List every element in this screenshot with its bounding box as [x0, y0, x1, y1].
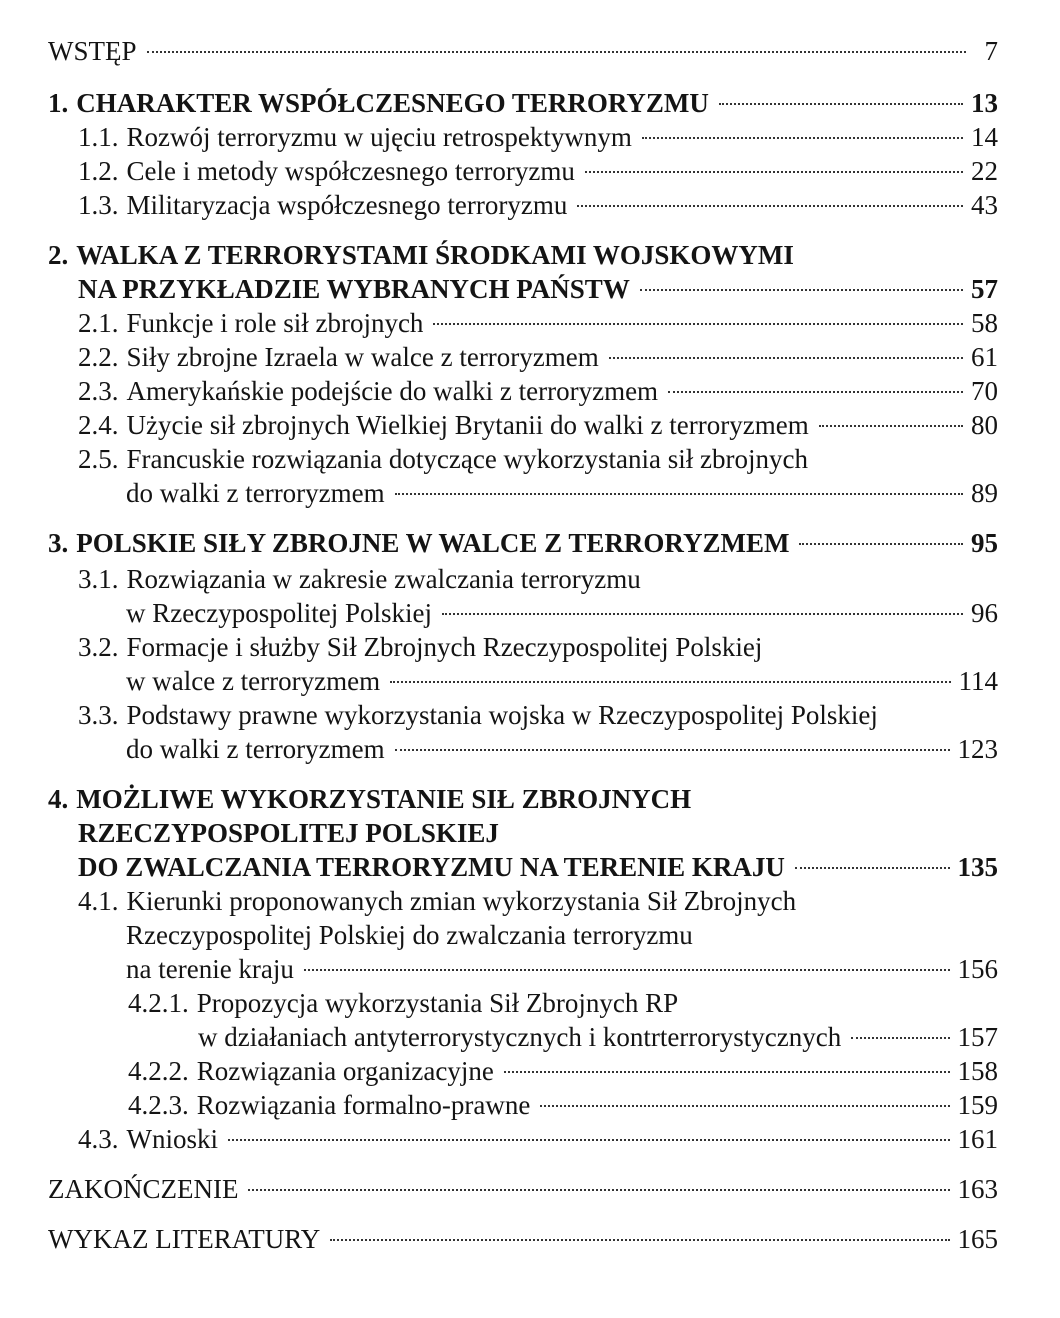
toc-entry-zakonczenie[interactable] [48, 1172, 998, 1206]
dot-leader [819, 425, 963, 427]
entry-label-continued: do walki z terroryzmem [126, 734, 385, 764]
entry-label: Amerykańskie podejście do walki z terroryzmem [126, 376, 659, 406]
toc-entry-chapter-2-line1[interactable] [48, 238, 998, 272]
toc-entry-chapter-4-line1[interactable] [48, 782, 998, 816]
entry-label: Podstawy prawne wykorzystania wojska w Rzeczypospolitej Polskiej [126, 700, 878, 730]
entry-label: Funkcje i role sił zbrojnych [126, 308, 424, 338]
page-number: 22 [971, 156, 998, 186]
dot-leader [577, 205, 963, 207]
section-number: 2.1. [78, 308, 119, 338]
entry-label: Propozycja wykorzystania Sił Zbrojnych RP [196, 988, 679, 1018]
chapter-number: 2. [48, 240, 69, 270]
toc-entry-4-1-line3[interactable] [126, 952, 998, 986]
toc-entry-chapter-1[interactable] [48, 86, 998, 120]
entry-label-continued: DO ZWALCZANIA TERRORYZMU NA TERENIE KRAJU [78, 852, 785, 882]
toc-entry-4-2-1-line2[interactable] [198, 1020, 998, 1054]
entry-label: Siły zbrojne Izraela w walce z terroryzmem [126, 342, 599, 372]
section-number: 1.3. [78, 190, 119, 220]
toc-entry-2-5-line1[interactable] [78, 442, 998, 476]
chapter-number: 1. [48, 88, 69, 118]
page-number: 158 [957, 1056, 998, 1086]
toc-entry-3-2-line2[interactable] [126, 664, 998, 698]
entry-label-continued: NA PRZYKŁADZIE WYBRANYCH PAŃSTW [78, 274, 630, 304]
dot-leader [799, 543, 963, 545]
entry-label: WSTĘP [48, 36, 137, 66]
entry-label-continued: do walki z terroryzmem [126, 478, 385, 508]
toc-entry-chapter-4-line3[interactable] [78, 850, 998, 884]
page-number: 14 [971, 122, 998, 152]
page-number: 61 [971, 342, 998, 372]
section-number: 2.4. [78, 410, 119, 440]
dot-leader [228, 1139, 950, 1141]
section-number: 1.2. [78, 156, 119, 186]
toc-entry-4-3[interactable] [78, 1122, 998, 1156]
entry-label: ZAKOŃCZENIE [48, 1174, 239, 1204]
toc-entry-4-1-line2[interactable] [126, 918, 998, 952]
toc-entry-2-5-line2[interactable] [126, 476, 998, 510]
dot-leader [585, 171, 963, 173]
page-number: 156 [957, 954, 998, 984]
page-number: 114 [958, 666, 998, 696]
entry-label: Militaryzacja współczesnego terroryzmu [126, 190, 568, 220]
entry-label: Formacje i służby Sił Zbrojnych Rzeczypospolitej Polskiej [126, 632, 763, 662]
page-number: 58 [971, 308, 998, 338]
toc-entry-1-1[interactable] [78, 120, 998, 154]
toc-entry-chapter-3[interactable] [48, 526, 998, 560]
toc-entry-3-1-line2[interactable] [126, 596, 998, 630]
toc-entry-3-2-line1[interactable] [78, 630, 998, 664]
dot-leader [147, 51, 966, 53]
entry-label-continued: na terenie kraju [126, 954, 294, 984]
page-number: 57 [971, 274, 998, 304]
dot-leader [795, 867, 950, 869]
entry-label: Kierunki proponowanych zmian wykorzystania Sił Zbrojnych [126, 886, 797, 916]
entry-label: Użycie sił zbrojnych Wielkiej Brytanii do walki z terroryzmem [126, 410, 809, 440]
toc-entry-4-1-line1[interactable] [78, 884, 998, 918]
page-number: 89 [971, 478, 998, 508]
section-number: 3.3. [78, 700, 119, 730]
page-number: 157 [957, 1022, 998, 1052]
section-number: 4.1. [78, 886, 119, 916]
toc-entry-1-2[interactable] [78, 154, 998, 188]
page-number: 159 [957, 1090, 998, 1120]
section-number: 3.1. [78, 564, 119, 594]
entry-label-continued: RZECZYPOSPOLITEJ POLSKIEJ [78, 818, 499, 848]
entry-label: MOŻLIWE WYKORZYSTANIE SIŁ ZBROJNYCH [76, 784, 692, 814]
dot-leader [390, 681, 950, 683]
dot-leader [395, 493, 963, 495]
dot-leader [433, 323, 963, 325]
entry-label-continued: Rzeczypospolitej Polskiej do zwalczania terroryzmu [126, 920, 693, 950]
page-number: 123 [957, 734, 998, 764]
page-number: 13 [971, 88, 998, 118]
entry-label-continued: w działaniach antyterrorystycznych i kontrterrorystycznych [198, 1022, 842, 1052]
dot-leader [851, 1037, 949, 1039]
page-number: 43 [971, 190, 998, 220]
section-number: 2.2. [78, 342, 119, 372]
entry-label: Cele i metody współczesnego terroryzmu [126, 156, 575, 186]
entry-label: Rozwiązania formalno-prawne [196, 1090, 531, 1120]
entry-label-continued: w Rzeczypospolitej Polskiej [126, 598, 432, 628]
page-number: 135 [957, 852, 998, 882]
page-number: 163 [957, 1174, 998, 1204]
section-number: 4.2.1. [128, 988, 189, 1018]
entry-label-continued: w walce z terroryzmem [126, 666, 381, 696]
entry-label: CHARAKTER WSPÓŁCZESNEGO TERRORYZMU [76, 88, 709, 118]
section-number: 2.3. [78, 376, 119, 406]
dot-leader [304, 969, 950, 971]
toc-entry-2-1[interactable] [78, 306, 998, 340]
section-number: 3.2. [78, 632, 119, 662]
section-number: 4.3. [78, 1124, 119, 1154]
toc-entry-4-2-3[interactable] [128, 1088, 998, 1122]
page-number: 161 [957, 1124, 998, 1154]
dot-leader [540, 1105, 949, 1107]
chapter-number: 4. [48, 784, 69, 814]
toc-entry-chapter-2-line2[interactable] [78, 272, 998, 306]
toc-entry-wykaz-literatury[interactable] [48, 1222, 998, 1256]
toc-entry-3-3-line1[interactable] [78, 698, 998, 732]
toc-entry-2-3[interactable] [78, 374, 998, 408]
dot-leader [609, 357, 963, 359]
dot-leader [640, 289, 963, 291]
dot-leader [668, 391, 963, 393]
page-number: 96 [971, 598, 998, 628]
dot-leader [719, 103, 963, 105]
entry-label: POLSKIE SIŁY ZBROJNE W WALCE Z TERRORYZMEM [76, 528, 790, 558]
entry-label: Rozwiązania w zakresie zwalczania terroryzmu [126, 564, 641, 594]
page-number: 95 [971, 528, 998, 558]
dot-leader [504, 1071, 950, 1073]
toc-entry-4-2-2[interactable] [128, 1054, 998, 1088]
dot-leader [248, 1189, 949, 1191]
toc-entry-4-2-1-line1[interactable] [128, 986, 998, 1020]
toc-entry-3-3-line2[interactable] [126, 732, 998, 766]
page-number: 7 [984, 36, 998, 66]
entry-label: Francuskie rozwiązania dotyczące wykorzystania sił zbrojnych [126, 444, 808, 474]
chapter-number: 3. [48, 528, 69, 558]
page-number: 70 [971, 376, 998, 406]
toc-entry-2-2[interactable] [78, 340, 998, 374]
page-number: 165 [957, 1224, 998, 1254]
dot-leader [330, 1239, 949, 1241]
section-number: 1.1. [78, 122, 119, 152]
toc-entry-2-4[interactable] [78, 408, 998, 442]
page-number: 80 [971, 410, 998, 440]
toc-entry-3-1-line1[interactable] [78, 562, 998, 596]
section-number: 2.5. [78, 444, 119, 474]
entry-label: WYKAZ LITERATURY [48, 1224, 321, 1254]
entry-label: Rozwiązania organizacyjne [196, 1056, 494, 1086]
dot-leader [442, 613, 963, 615]
entry-label: WALKA Z TERRORYSTAMI ŚRODKAMI WOJSKOWYMI [76, 240, 794, 270]
toc-entry-chapter-4-line2[interactable] [78, 816, 998, 850]
section-number: 4.2.3. [128, 1090, 189, 1120]
dot-leader [395, 749, 950, 751]
dot-leader [642, 137, 963, 139]
toc-entry-wstep[interactable] [48, 34, 998, 68]
entry-label: Rozwój terroryzmu w ujęciu retrospektywnym [126, 122, 632, 152]
entry-label: Wnioski [126, 1124, 218, 1154]
section-number: 4.2.2. [128, 1056, 189, 1086]
toc-entry-1-3[interactable] [78, 188, 998, 222]
